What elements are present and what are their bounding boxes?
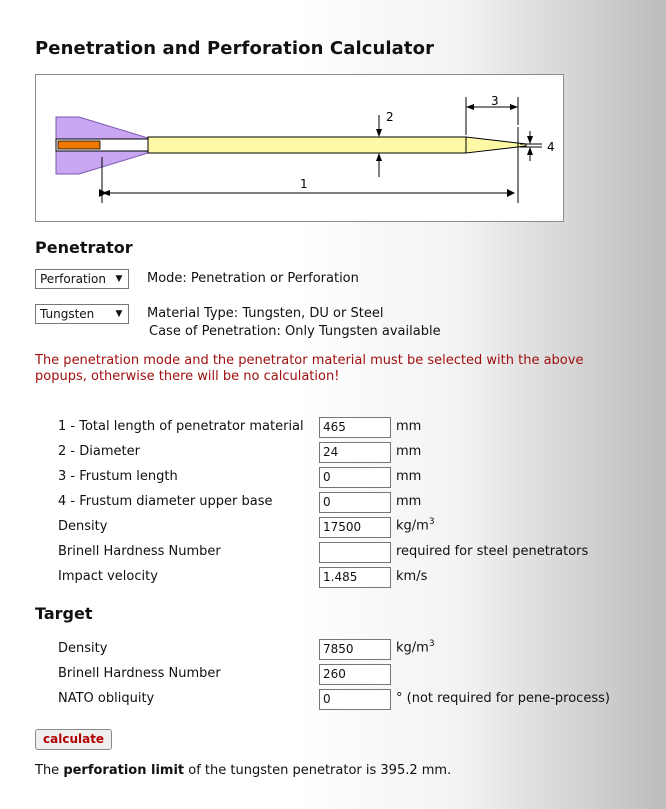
material-description: Material Type: Tungsten, DU or Steel [147, 306, 384, 321]
mode-select-value: Perforation [40, 272, 106, 286]
target-density-unit-base: kg/m [396, 640, 429, 656]
total-length-input[interactable]: 465 [319, 417, 391, 438]
field-label-frustum-diameter: 4 - Frustum diameter upper base [58, 494, 273, 509]
impact-velocity-input[interactable]: 1.485 [319, 567, 391, 588]
warning-message: The penetration mode and the penetrator material must be selected with the above popups, otherwise there will be no calculation! [35, 353, 584, 384]
target-field-label-obliquity: NATO obliquity [58, 691, 155, 706]
field-label-brinell: Brinell Hardness Number [58, 544, 221, 559]
penetrator-heading: Penetrator [35, 238, 133, 257]
frustum-length-unit: mm [396, 469, 422, 484]
penetrator-density-unit [396, 517, 435, 533]
result-prefix: The [35, 763, 64, 778]
dimension-label-2: 2 [386, 110, 394, 124]
material-select-value: Tungsten [40, 307, 95, 321]
target-density-unit-exponent: 3 [428, 639, 435, 649]
case-description: Case of Penetration: Only Tungsten available [149, 324, 441, 339]
page-title: Penetration and Perforation Calculator [35, 38, 435, 59]
target-brinell-input[interactable]: 260 [319, 664, 391, 685]
penetrator-drawing [36, 75, 563, 221]
impact-velocity-unit: km/s [396, 569, 428, 584]
frustum-length-input[interactable]: 0 [319, 467, 391, 488]
result-bold: perforation limit [63, 763, 185, 778]
mode-description: Mode: Penetration or Perforation [147, 271, 359, 286]
penetrator-diagram [35, 74, 564, 222]
frustum-diameter-unit: mm [396, 494, 422, 509]
nato-obliquity-unit: ° (not required for pene-process) [396, 691, 610, 706]
calculate-button[interactable]: calculate [35, 729, 112, 750]
chevron-down-icon: ▼ [115, 274, 123, 284]
dimension-label-4: 4 [547, 140, 555, 154]
target-field-label-brinell: Brinell Hardness Number [58, 666, 221, 681]
material-select[interactable] [35, 304, 129, 324]
field-label-diameter: 2 - Diameter [58, 444, 140, 459]
penetrator-brinell-input[interactable] [319, 542, 391, 563]
dimension-label-1: 1 [300, 177, 308, 191]
target-density-unit [396, 639, 435, 655]
chevron-down-icon: ▼ [115, 309, 123, 319]
penetrator-frustum [466, 137, 526, 153]
total-length-unit: mm [396, 419, 422, 434]
density-unit-exponent: 3 [428, 517, 435, 527]
result-suffix: of the tungsten penetrator is 395.2 mm. [184, 763, 452, 778]
penetrator-density-input[interactable]: 17500 [319, 517, 391, 538]
frustum-diameter-input[interactable]: 0 [319, 492, 391, 513]
density-unit-base: kg/m [396, 518, 429, 534]
nato-obliquity-input[interactable]: 0 [319, 689, 391, 710]
target-heading: Target [35, 604, 93, 623]
diameter-input[interactable]: 24 [319, 442, 391, 463]
target-field-label-density: Density [58, 641, 108, 656]
field-label-impact-velocity: Impact velocity [58, 569, 158, 584]
field-label-total-length: 1 - Total length of penetrator material [58, 419, 304, 434]
penetrator-brinell-note: required for steel penetrators [396, 544, 589, 559]
tracer-core [58, 141, 100, 149]
dimension-label-3: 3 [491, 94, 499, 108]
penetrator-rod [148, 137, 466, 153]
field-label-frustum-length: 3 - Frustum length [58, 469, 178, 484]
diameter-unit: mm [396, 444, 422, 459]
field-label-density: Density [58, 519, 108, 534]
target-density-input[interactable]: 7850 [319, 639, 391, 660]
mode-select[interactable] [35, 269, 129, 289]
result-text [35, 763, 451, 778]
